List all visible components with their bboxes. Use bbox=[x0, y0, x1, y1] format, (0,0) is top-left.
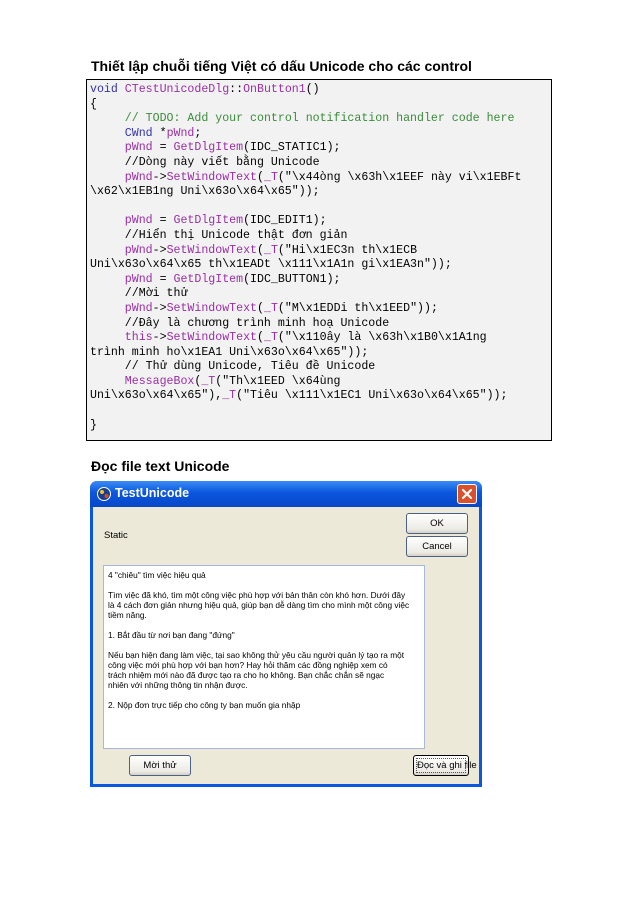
edit-text-line bbox=[108, 690, 421, 700]
code-token: //Hiển thị Unicode thật đơn giản bbox=[90, 228, 348, 242]
edit-text-line: 4 "chiêu" tìm việc hiệu quả bbox=[108, 570, 206, 580]
code-listing bbox=[86, 79, 552, 441]
code-line bbox=[90, 360, 549, 375]
code-token bbox=[90, 171, 125, 184]
code-line bbox=[90, 389, 549, 404]
code-token: _T bbox=[201, 374, 216, 388]
code-token: trình minh ho\x1EA1 Uni\x63o\x64\x65")); bbox=[90, 345, 369, 359]
code-line bbox=[90, 127, 549, 142]
code-token: MessageBox bbox=[124, 374, 195, 388]
code-token: -> bbox=[152, 170, 167, 184]
code-token: CWnd bbox=[124, 126, 153, 140]
cancel-button[interactable] bbox=[406, 536, 468, 557]
code-line bbox=[90, 229, 549, 244]
code-token: ( bbox=[257, 301, 264, 315]
code-line bbox=[90, 317, 549, 332]
code-token: CTestUnicodeDlg bbox=[124, 83, 230, 96]
code-token: ( bbox=[194, 374, 202, 388]
code-token: GetDlgItem bbox=[173, 214, 244, 228]
code-line bbox=[90, 200, 549, 215]
code-token: SetWindowText bbox=[166, 331, 258, 345]
code-token: \x62\x1EB1ng Uni\x63o\x64\x65")); bbox=[90, 185, 320, 199]
code-line bbox=[90, 287, 549, 302]
edit-text-line: Tìm việc đã khó, tìm một công việc phù hợp với bản thân còn khó hơn. Dưới đây bbox=[108, 590, 406, 600]
code-line bbox=[90, 185, 549, 200]
try-button-label: Mời thử bbox=[143, 760, 177, 771]
code-token: = bbox=[152, 141, 174, 155]
code-token: ( bbox=[257, 331, 264, 345]
code-line bbox=[90, 156, 549, 171]
code-token bbox=[90, 302, 125, 315]
code-token: Uni\x63o\x64\x65 th\x1EADt \x111\x1A1n gi\x1EA3n")); bbox=[90, 258, 452, 272]
code-line bbox=[90, 98, 549, 113]
code-token: GetDlgItem bbox=[173, 272, 244, 286]
code-token: (IDC_EDIT1); bbox=[243, 214, 327, 228]
edit-text-line: nhiên với những thông tin nhận được. bbox=[108, 680, 248, 690]
code-token: //Mời thử bbox=[90, 287, 188, 301]
code-token bbox=[90, 141, 125, 154]
code-token: _T bbox=[263, 301, 278, 315]
app-icon bbox=[96, 486, 112, 502]
code-token: ("Th\x1EED \x64ùng bbox=[215, 374, 341, 388]
code-token: void bbox=[90, 83, 125, 96]
code-token: SetWindowText bbox=[166, 170, 258, 184]
edit-text-line: là 4 cách đơn giản nhưng hiệu quả, giúp bạn dễ dàng tìm cho mình một công việc bbox=[108, 600, 410, 610]
code-token: _T bbox=[263, 243, 278, 257]
code-token: this bbox=[124, 331, 153, 345]
code-token: * bbox=[152, 126, 167, 140]
dialog-client-area bbox=[93, 507, 479, 784]
code-line bbox=[90, 258, 549, 273]
code-token: Uni\x63o\x64\x65"), bbox=[90, 389, 223, 403]
code-token bbox=[90, 331, 125, 344]
section-title-unicode-controls: Thiết lập chuỗi tiếng Việt có dấu Unicode cho các control bbox=[91, 58, 472, 74]
code-line bbox=[90, 404, 549, 419]
code-token: GetDlgItem bbox=[173, 141, 244, 155]
edit-text-line: công việc mới phù hợp với bạn hơn? Hay hỏi thăm các đồng nghiệp xem có bbox=[108, 660, 388, 670]
code-token: ("\x44òng \x63h\x1EEF này vi\x1EBFt bbox=[277, 170, 522, 184]
code-token: _T bbox=[263, 170, 278, 184]
code-token: pWnd bbox=[124, 141, 153, 155]
code-token: } bbox=[90, 418, 97, 432]
code-token: OnButton1 bbox=[243, 83, 306, 96]
try-button[interactable] bbox=[129, 755, 191, 776]
code-token bbox=[90, 127, 125, 140]
code-token: { bbox=[90, 97, 97, 111]
code-token: SetWindowText bbox=[166, 301, 258, 315]
code-token: pWnd bbox=[166, 126, 195, 140]
code-token: = bbox=[152, 272, 174, 286]
code-token: pWnd bbox=[124, 272, 153, 286]
section-title-read-unicode-file: Đọc file text Unicode bbox=[91, 458, 230, 474]
edit-text-line bbox=[108, 580, 421, 590]
unicode-text-edit[interactable] bbox=[103, 565, 425, 749]
code-line bbox=[90, 141, 549, 156]
code-line bbox=[90, 346, 549, 361]
edit-text-line bbox=[108, 620, 421, 630]
code-line bbox=[90, 83, 549, 98]
code-token: pWnd bbox=[124, 301, 153, 315]
edit-text-line: Nếu bạn hiện đang làm việc, tại sao không thử yêu cầu người quản lý tạo ra một bbox=[108, 650, 405, 660]
code-token: pWnd bbox=[124, 243, 153, 257]
ok-button-label: OK bbox=[430, 518, 444, 529]
code-line bbox=[90, 214, 549, 229]
code-token: (IDC_STATIC1); bbox=[243, 141, 341, 155]
code-token bbox=[90, 244, 125, 257]
code-token: ("M\x1EDDi th\x1EED")); bbox=[277, 301, 438, 315]
code-line bbox=[90, 419, 549, 434]
read-write-file-button[interactable] bbox=[413, 755, 477, 776]
cancel-button-label: Cancel bbox=[422, 541, 452, 552]
ok-button[interactable] bbox=[406, 513, 468, 534]
code-token bbox=[90, 112, 125, 125]
dialog-title: TestUnicode bbox=[115, 486, 190, 500]
code-token: -> bbox=[152, 243, 167, 257]
code-token: //Dòng này viết bằng Unicode bbox=[90, 155, 320, 169]
static-label: Static bbox=[104, 530, 128, 541]
code-token: (IDC_BUTTON1); bbox=[243, 272, 341, 286]
code-token: ("Tiêu \x111\x1EC1 Uni\x63o\x64\x65")); bbox=[236, 389, 508, 403]
code-token: // Thử dùng Unicode, Tiêu đề Unicode bbox=[90, 360, 376, 374]
code-line bbox=[90, 273, 549, 288]
edit-text-line: tiềm năng. bbox=[108, 610, 147, 620]
edit-text-line bbox=[108, 640, 421, 650]
code-token bbox=[90, 273, 125, 286]
code-line bbox=[90, 302, 549, 317]
code-token bbox=[90, 375, 125, 388]
code-token: ("\x110ây là \x63h\x1B0\x1A1ng bbox=[277, 331, 487, 345]
code-line bbox=[90, 112, 549, 127]
code-token: //Đây là chương trình minh hoạ Unicode bbox=[90, 316, 390, 330]
code-token: // TODO: Add your control notification handler code here bbox=[124, 112, 515, 126]
read-write-file-label: Đọc và ghi file bbox=[417, 760, 477, 771]
code-token: () bbox=[305, 83, 320, 96]
code-token: _T bbox=[222, 389, 237, 403]
code-token: = bbox=[152, 214, 174, 228]
code-token: ( bbox=[257, 170, 264, 184]
code-line bbox=[90, 331, 549, 346]
edit-text-line: trách nhiệm mới nào đã được tạo ra cho họ không. Bạn chắc chắn sẽ ngạc bbox=[108, 670, 385, 680]
edit-text-line: 1. Bắt đầu từ nơi bạn đang "đứng" bbox=[108, 630, 235, 640]
close-button[interactable] bbox=[457, 484, 477, 504]
close-icon bbox=[461, 488, 473, 500]
code-token: ("Hi\x1EC3n th\x1ECB bbox=[277, 243, 418, 257]
code-token: -> bbox=[152, 331, 167, 345]
test-unicode-dialog bbox=[90, 481, 482, 787]
code-line bbox=[90, 171, 549, 186]
code-token: ; bbox=[194, 126, 202, 140]
code-line bbox=[90, 375, 549, 390]
dialog-titlebar[interactable] bbox=[90, 481, 482, 507]
code-line bbox=[90, 244, 549, 259]
code-token: pWnd bbox=[124, 170, 153, 184]
code-token: ( bbox=[257, 243, 264, 257]
code-token: :: bbox=[229, 83, 244, 96]
code-token: pWnd bbox=[124, 214, 153, 228]
code-token: _T bbox=[263, 331, 278, 345]
edit-text-line: 2. Nộp đơn trực tiếp cho công ty bạn muốn gia nhập bbox=[108, 700, 301, 710]
code-token: SetWindowText bbox=[166, 243, 258, 257]
code-token bbox=[90, 214, 125, 227]
code-token: -> bbox=[152, 301, 167, 315]
